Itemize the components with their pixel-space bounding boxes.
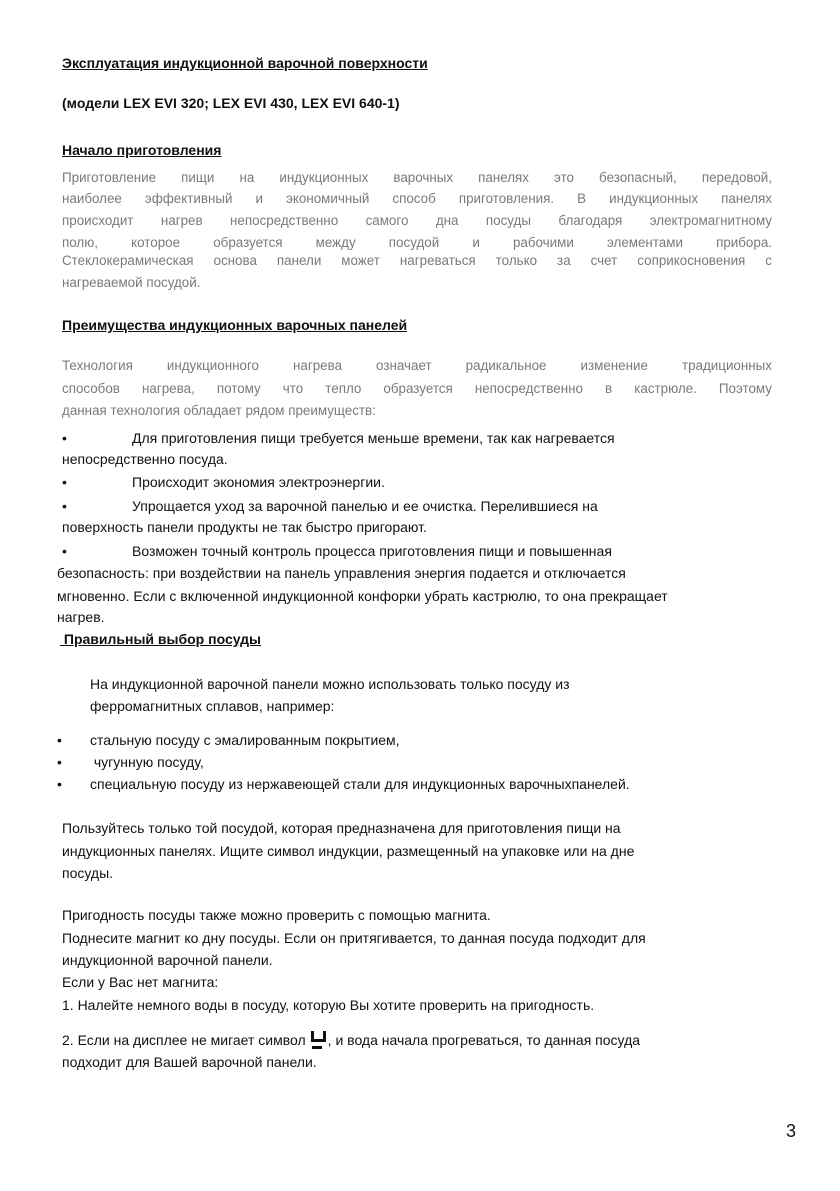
list-item-line: специальную посуду из нержавеющей стали для индукционных варочныхпанелей. (90, 776, 630, 792)
paragraph-line: посуды. (62, 865, 114, 881)
section-heading-cookware: Правильный выбор посуды (60, 631, 262, 647)
paragraph-line: подходит для Вашей варочной панели. (62, 1054, 317, 1070)
paragraph-line: 1. Налейте немного воды в посуду, которую Вы хотите проверить на пригодность. (62, 997, 595, 1013)
paragraph-line: полю, которое образуется между посудой и рабочими элементами прибора. (62, 235, 772, 250)
step2-text-cont: , и вода начала прогреваться, то данная посуда (327, 1032, 641, 1048)
section-heading-advantages: Преимущества индукционных варочных панелей (62, 317, 408, 333)
paragraph-line: наиболее эффективный и экономичный способ приготовления. В индукционных панелях (62, 191, 772, 206)
paragraph-line: Приготовление пищи на индукционных варочных панелях это безопасный, передовой, (62, 170, 772, 185)
document-title: Эксплуатация индукционной варочной поверхности (62, 55, 428, 71)
paragraph-line: Пользуйтесь только той посудой, которая предназначена для приготовления пищи на (62, 820, 621, 836)
paragraph-line: ферромагнитных сплавов, например: (90, 698, 335, 714)
paragraph-line: Если у Вас нет магнита: (62, 974, 219, 990)
paragraph-line: Пригодность посуды также можно проверить с помощью магнита. (62, 907, 491, 923)
paragraph-line: Стеклокерамическая основа панели может нагреваться только за счет соприкосновения с (62, 253, 772, 268)
list-item-line: Происходит экономия электроэнергии. (132, 474, 385, 490)
list-item-line: чугунную посуду, (90, 754, 204, 770)
paragraph-line (62, 1031, 640, 1049)
bullet: • (62, 543, 67, 559)
bullet: • (62, 430, 67, 446)
list-item-line: непосредственно посуда. (62, 451, 228, 467)
paragraph-line: Технология индукционного нагрева означает радикальное изменение традиционных (62, 358, 772, 373)
list-item-line: мгновенно. Если с включенной индукционной конфорки убрать кастрюлю, то она прекращает (57, 588, 668, 604)
paragraph-line: способов нагрева, потому что тепло образуется непосредственно в кастрюле. Поэтому (62, 381, 772, 396)
list-item-line: Для приготовления пищи требуется меньше времени, так как нагревается (132, 430, 615, 446)
bullet: • (62, 498, 67, 514)
paragraph-line: На индукционной варочной панели можно использовать только посуду из (90, 676, 570, 692)
induction-pan-symbol-icon (309, 1031, 325, 1049)
list-item-line: Возможен точный контроль процесса приготовления пищи и повышенная (132, 543, 612, 559)
bullet: • (62, 474, 67, 490)
paragraph-line: индукционных панелях. Ищите символ индукции, размещенный на упаковке или на дне (62, 843, 635, 859)
paragraph-line: происходит нагрев непосредственно самого дна посуды благодаря электромагнитному (62, 213, 772, 228)
bullet: • (57, 754, 62, 770)
step2-text: 2. Если на дисплее не мигает символ (62, 1032, 306, 1048)
paragraph-line: нагреваемой посудой. (62, 275, 201, 290)
page-number: 3 (786, 1121, 797, 1141)
bullet: • (57, 776, 62, 792)
paragraph-line: данная технология обладает рядом преимуществ: (62, 403, 376, 418)
models-subtitle: (модели LEX EVI 320; LEX EVI 430, LEX EVI 640-1) (62, 95, 400, 111)
paragraph-line: индукционной варочной панели. (62, 952, 273, 968)
paragraph-line: Поднесите магнит ко дну посуды. Если он притягивается, то данная посуда подходит для (62, 930, 646, 946)
list-item-line: стальную посуду с эмалированным покрытием, (90, 732, 400, 748)
list-item-line: нагрев. (57, 609, 105, 625)
list-item-line: поверхность панели продукты не так быстро пригорают. (62, 519, 427, 535)
list-item-line: Упрощается уход за варочной панелью и ее очистка. Перелившиеся на (132, 498, 598, 514)
bullet: • (57, 732, 62, 748)
list-item-line: безопасность: при воздействии на панель управления энергия подается и отключается (57, 565, 626, 581)
section-heading-start: Начало приготовления (62, 142, 222, 158)
